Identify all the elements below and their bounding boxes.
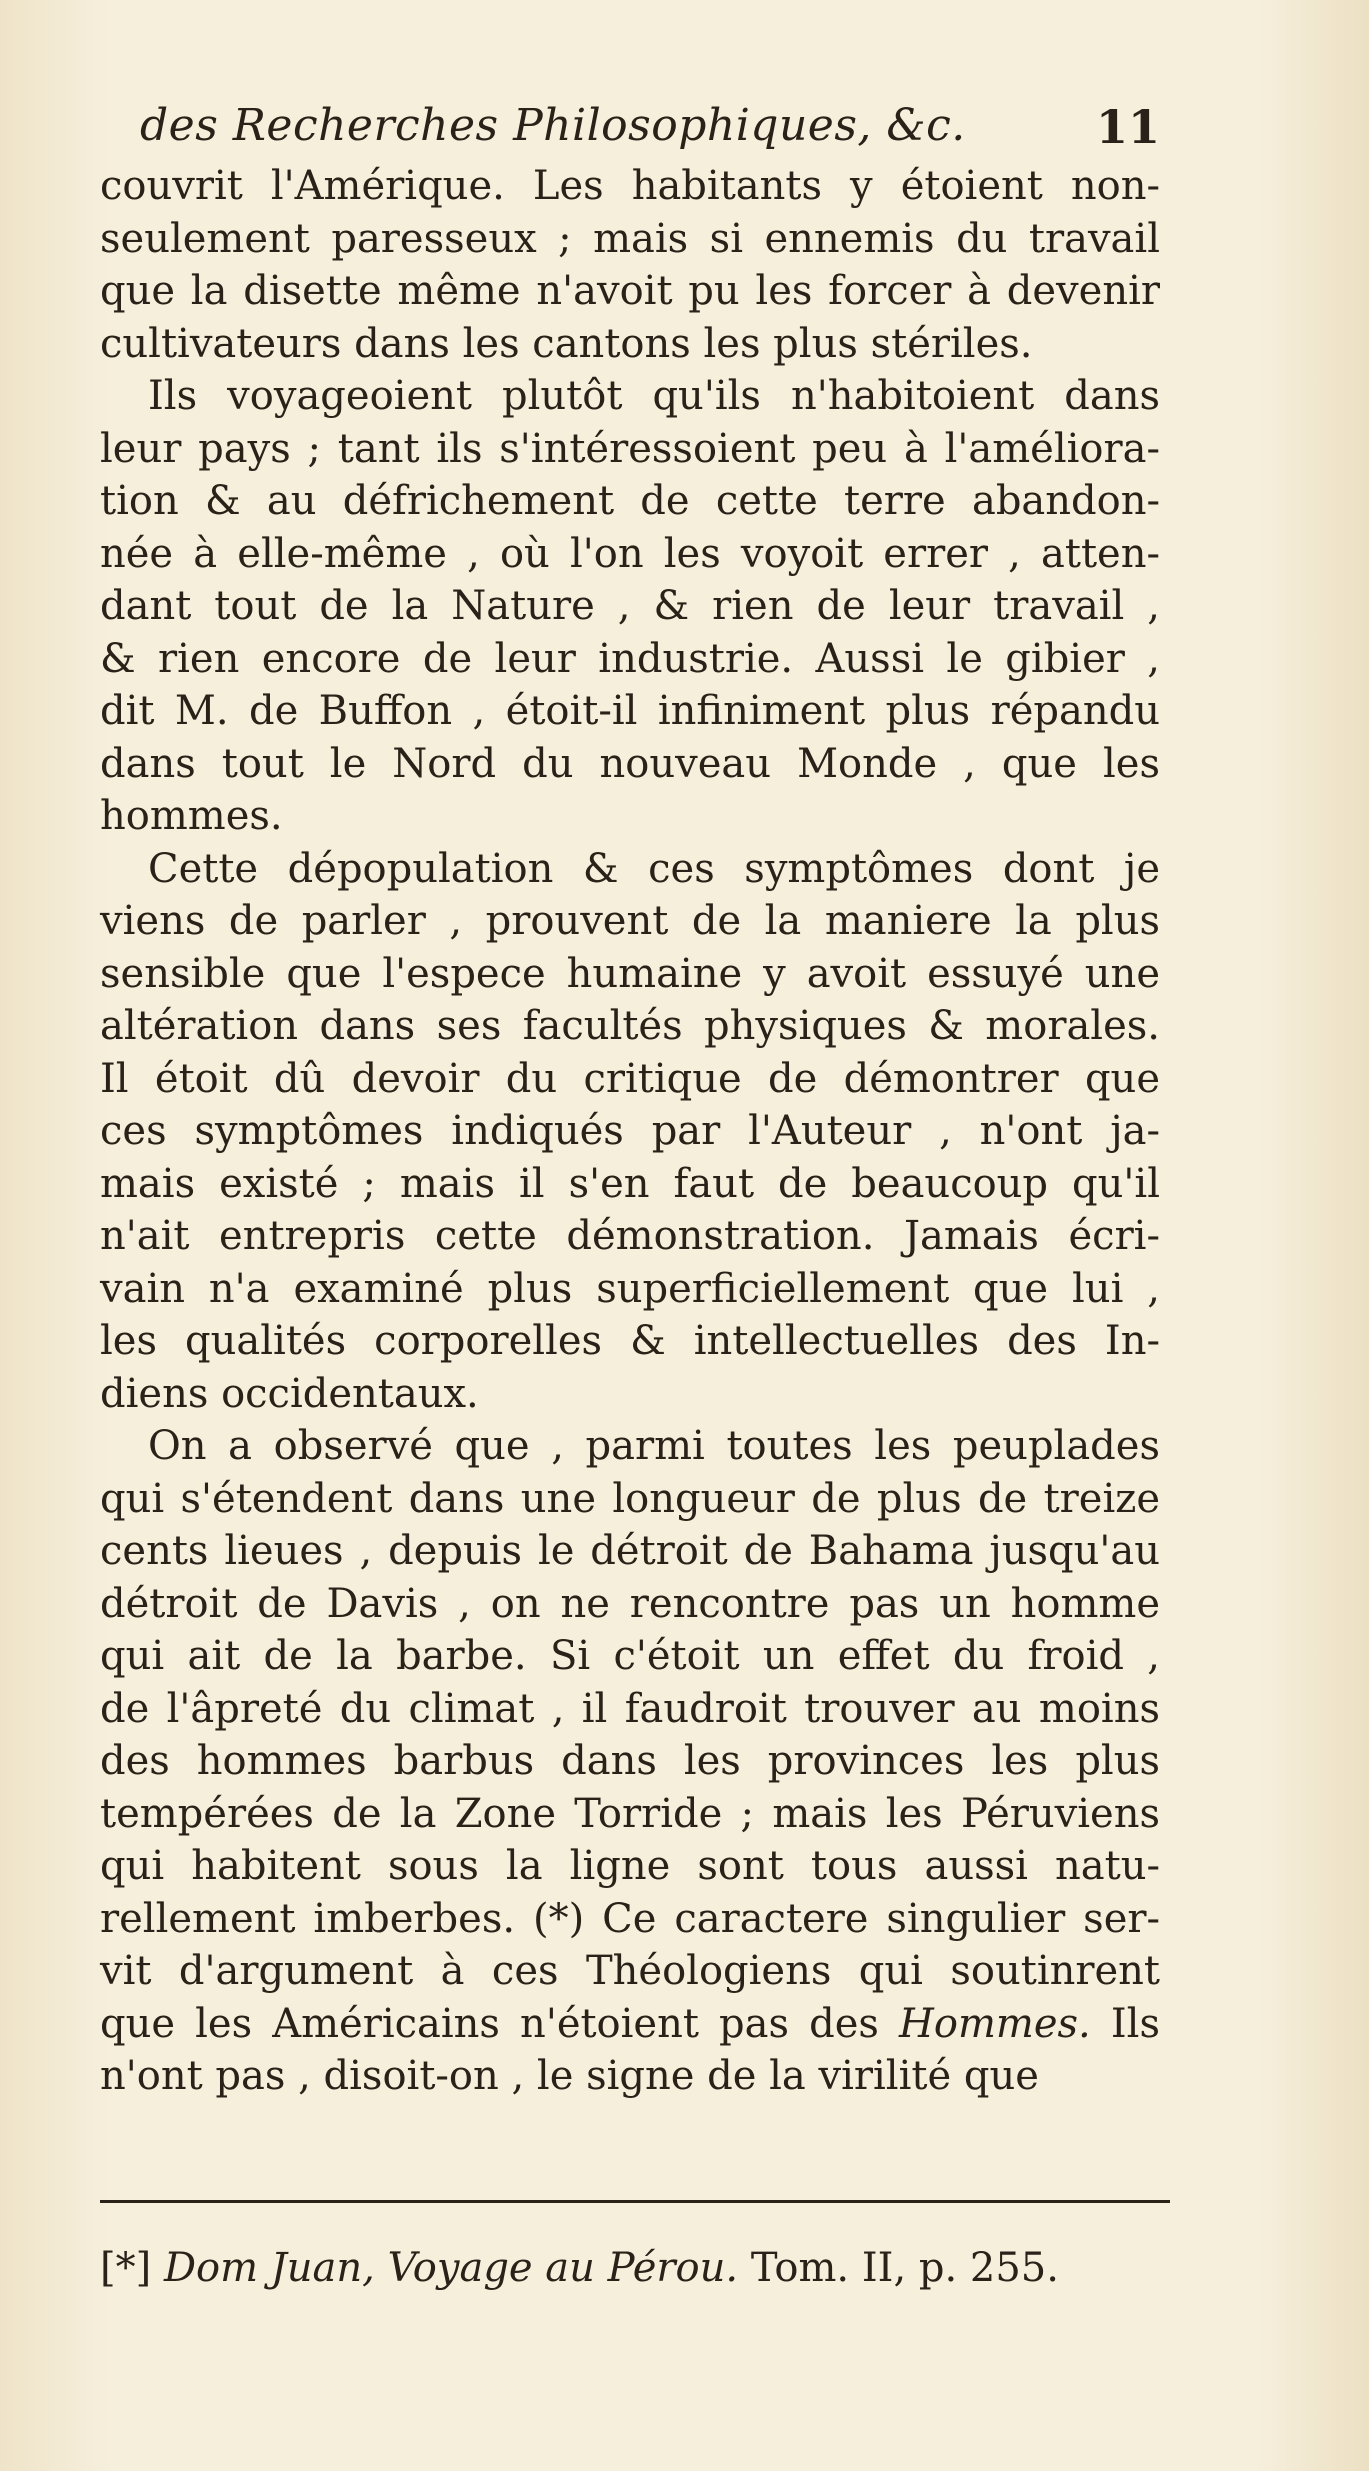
text-line: Cette dépopulation & ces symptômes dont je — [148, 845, 1160, 892]
text-line: On a observé que , parmi toutes les peuplades — [148, 1423, 1160, 1469]
text-line: viens de parler , prouvent de la maniere la plus — [100, 898, 1160, 944]
text-line: leur pays ; tant ils s'intéressoient peu à l'améliora- — [100, 425, 1160, 472]
text-line: née à elle-même , où l'on les voyoit errer , atten- — [100, 530, 1160, 577]
text-line: dans tout le Nord du nouveau Monde , que les — [100, 740, 1160, 787]
text-line: n'ait entrepris cette démonstration. Jamais écri- — [100, 1213, 1160, 1259]
text-line: qui ait de la barbe. Si c'étoit un effet du froid , — [100, 1633, 1160, 1679]
footnote-mark: [*] — [100, 2245, 152, 2291]
running-title: des Recherches Philosophiques, &c. — [140, 100, 966, 151]
text-line: cents lieues , depuis le détroit de Bahama jusqu'au — [100, 1528, 1160, 1574]
text-line: hommes. — [100, 793, 283, 839]
page-number: 11 — [1095, 100, 1160, 154]
text-line: cultivateurs dans les cantons les plus stériles. — [100, 320, 1033, 367]
footnote-ref: Tom. II, p. 255. — [750, 2245, 1059, 2291]
text-line: tempérées de la Zone Torride ; mais les Péruviens — [100, 1790, 1160, 1837]
text-line: que les Américains n'étoient pas des Hommes. Ils — [100, 2000, 1160, 2047]
text-line: détroit de Davis , on ne rencontre pas un homme — [100, 1580, 1160, 1627]
text-line: Ils voyageoient plutôt qu'ils n'habitoient dans — [148, 373, 1160, 419]
text-line: mais existé ; mais il s'en faut de beaucoup qu'il — [100, 1160, 1160, 1207]
text-line: tion & au défrichement de cette terre abandon- — [100, 478, 1160, 524]
text-line: ces symptômes indiqués par l'Auteur , n'ont ja- — [100, 1108, 1160, 1154]
paragraph — [100, 1420, 1160, 2103]
footnote-rule — [100, 2200, 1170, 2203]
text-line: & rien encore de leur industrie. Aussi le gibier , — [100, 635, 1160, 682]
page-header — [130, 100, 1160, 160]
text-line: dit M. de Buffon , étoit-il infiniment plus répandu — [100, 688, 1160, 734]
body-text — [100, 160, 1160, 2103]
paragraph — [100, 370, 1160, 843]
text-line: qui s'étendent dans une longueur de plus de treize — [100, 1475, 1160, 1522]
text-line: altération dans ses facultés physiques & morales. — [100, 1003, 1160, 1049]
footnote — [100, 2245, 1160, 2291]
text-line: rellement imberbes. (*) Ce caractere singulier ser- — [100, 1895, 1160, 1942]
paragraph — [100, 843, 1160, 1421]
text-line: Il étoit dû devoir du critique de démontrer que — [100, 1055, 1160, 1102]
text-line: des hommes barbus dans les provinces les plus — [100, 1738, 1160, 1784]
text-line: n'ont pas , disoit-on , le signe de la virilité que — [100, 2053, 1039, 2099]
text-line: que la disette même n'avoit pu les forcer à devenir — [100, 268, 1160, 314]
text-line: les qualités corporelles & intellectuelles des In- — [100, 1318, 1160, 1364]
text-line: vit d'argument à ces Théologiens qui soutinrent — [100, 1948, 1160, 1994]
text-line: de l'âpreté du climat , il faudroit trouver au moins — [100, 1685, 1160, 1732]
text-line: diens occidentaux. — [100, 1370, 479, 1417]
italic-word: Hommes. — [899, 2000, 1091, 2047]
footnote-title: Dom Juan, Voyage au Pérou. — [163, 2245, 739, 2291]
paragraph — [100, 160, 1160, 370]
text-line: sensible que l'espece humaine y avoit essuyé une — [100, 950, 1160, 997]
text-line: vain n'a examiné plus superficiellement que lui , — [100, 1265, 1160, 1312]
text-line: qui habitent sous la ligne sont tous aussi natu- — [100, 1843, 1160, 1889]
text-line: dant tout de la Nature , & rien de leur travail , — [100, 583, 1160, 629]
text-line: seulement paresseux ; mais si ennemis du travail — [100, 215, 1160, 262]
text-line: couvrit l'Amérique. Les habitants y étoient non- — [100, 163, 1160, 209]
